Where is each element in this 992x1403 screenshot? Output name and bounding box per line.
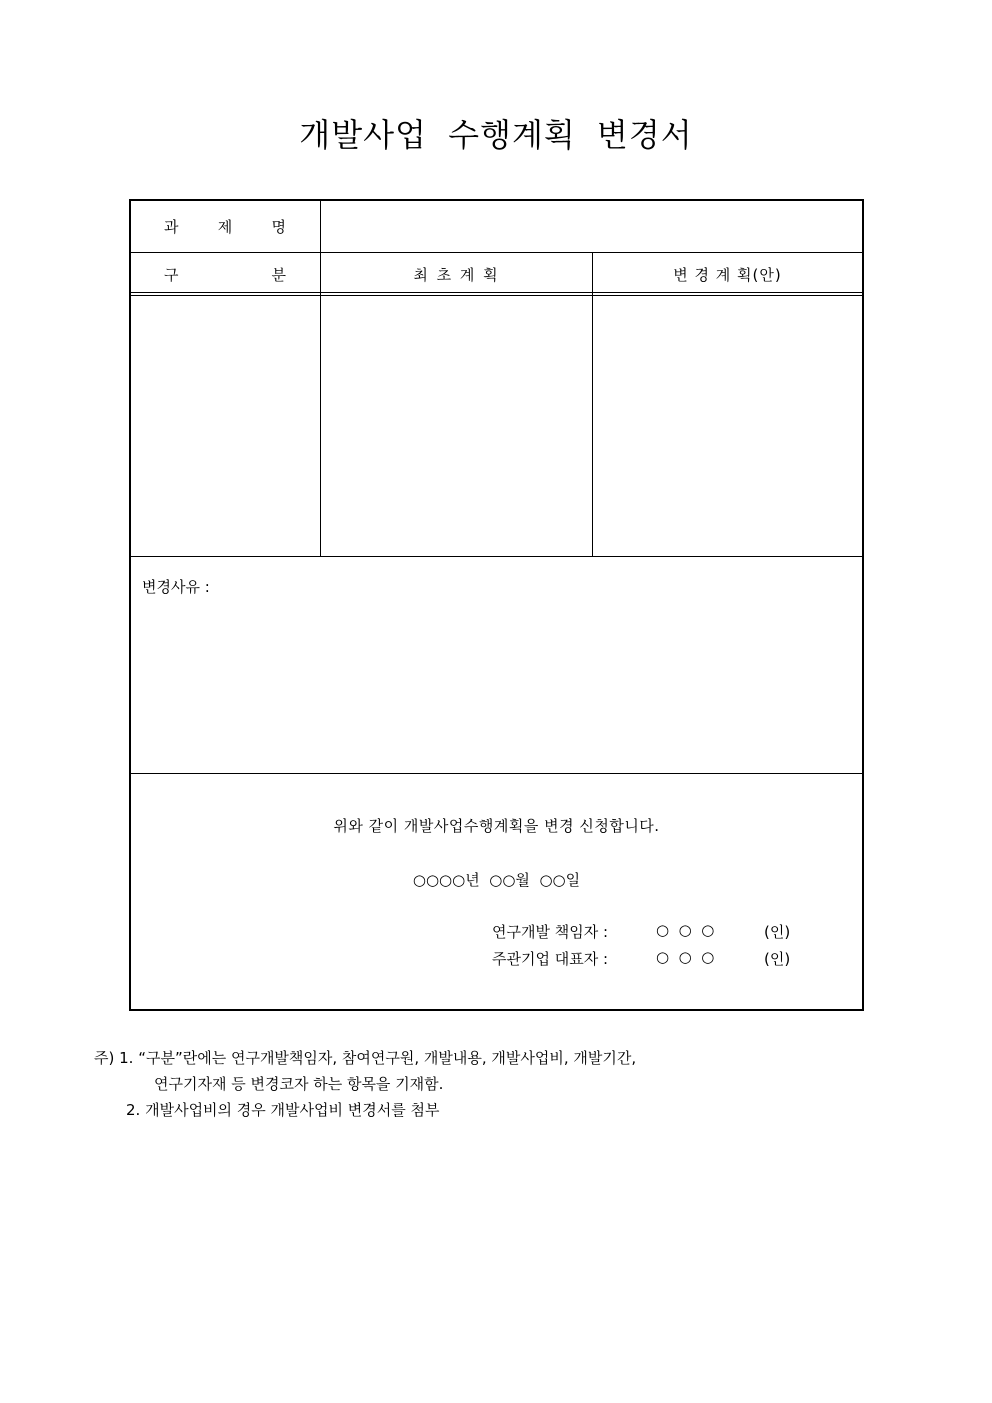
footnote-text: “구분”란에는 연구개발책임자, 참여연구원, 개발내용, 개발사업비, 개발기간, bbox=[138, 1049, 637, 1067]
footnote-prefix: 주) 1. bbox=[94, 1049, 134, 1067]
label-char: 과 bbox=[164, 218, 179, 236]
footnote-1-continued: 연구기자재 등 변경코자 하는 항목을 기재함. bbox=[154, 1075, 444, 1093]
changed-plan-entry-cell[interactable] bbox=[594, 298, 860, 555]
application-statement: 위와 같이 개발사업수행계획을 변경 신청합니다. bbox=[333, 817, 660, 835]
header-double-line-top bbox=[131, 292, 862, 293]
signer2-seal: (인) bbox=[764, 950, 791, 968]
document-title: 개발사업 수행계획 변경서 bbox=[299, 116, 693, 154]
change-form-table bbox=[129, 199, 864, 1011]
signer1-label: 연구개발 책임자 : bbox=[492, 923, 609, 941]
column-divider bbox=[592, 252, 593, 557]
footnotes bbox=[94, 1045, 636, 1123]
footnote-1 bbox=[94, 1045, 636, 1071]
project-name-label bbox=[164, 216, 286, 237]
footnote-prefix: 2. bbox=[126, 1101, 141, 1119]
signer1-name: ○ ○ ○ bbox=[656, 921, 715, 939]
label-char: 분 bbox=[271, 266, 286, 284]
column-divider bbox=[320, 201, 321, 557]
row-divider bbox=[131, 773, 862, 774]
division-label bbox=[164, 264, 286, 285]
division-entry-cell[interactable] bbox=[133, 298, 319, 555]
initial-plan-entry-cell[interactable] bbox=[322, 298, 591, 555]
changed-plan-header: 변 경 계 획(안) bbox=[673, 266, 782, 284]
change-reason-label: 변경사유 : bbox=[142, 578, 210, 596]
footnote-text: 개발사업비의 경우 개발사업비 변경서를 첨부 bbox=[145, 1101, 440, 1119]
project-name-field[interactable] bbox=[322, 203, 860, 251]
initial-plan-header: 최 초 계 획 bbox=[413, 266, 500, 284]
header-double-line-bottom bbox=[131, 295, 862, 296]
label-char: 명 bbox=[271, 218, 286, 236]
signer1-seal: (인) bbox=[764, 923, 791, 941]
row-divider bbox=[131, 556, 862, 557]
row-divider bbox=[131, 252, 862, 253]
signer2-label: 주관기업 대표자 : bbox=[492, 950, 609, 968]
label-char: 구 bbox=[164, 266, 179, 284]
footnote-2 bbox=[94, 1097, 636, 1123]
application-date: ○○○○년 ○○월 ○○일 bbox=[412, 871, 581, 889]
label-char: 제 bbox=[217, 218, 233, 236]
signer2-name: ○ ○ ○ bbox=[656, 948, 715, 966]
